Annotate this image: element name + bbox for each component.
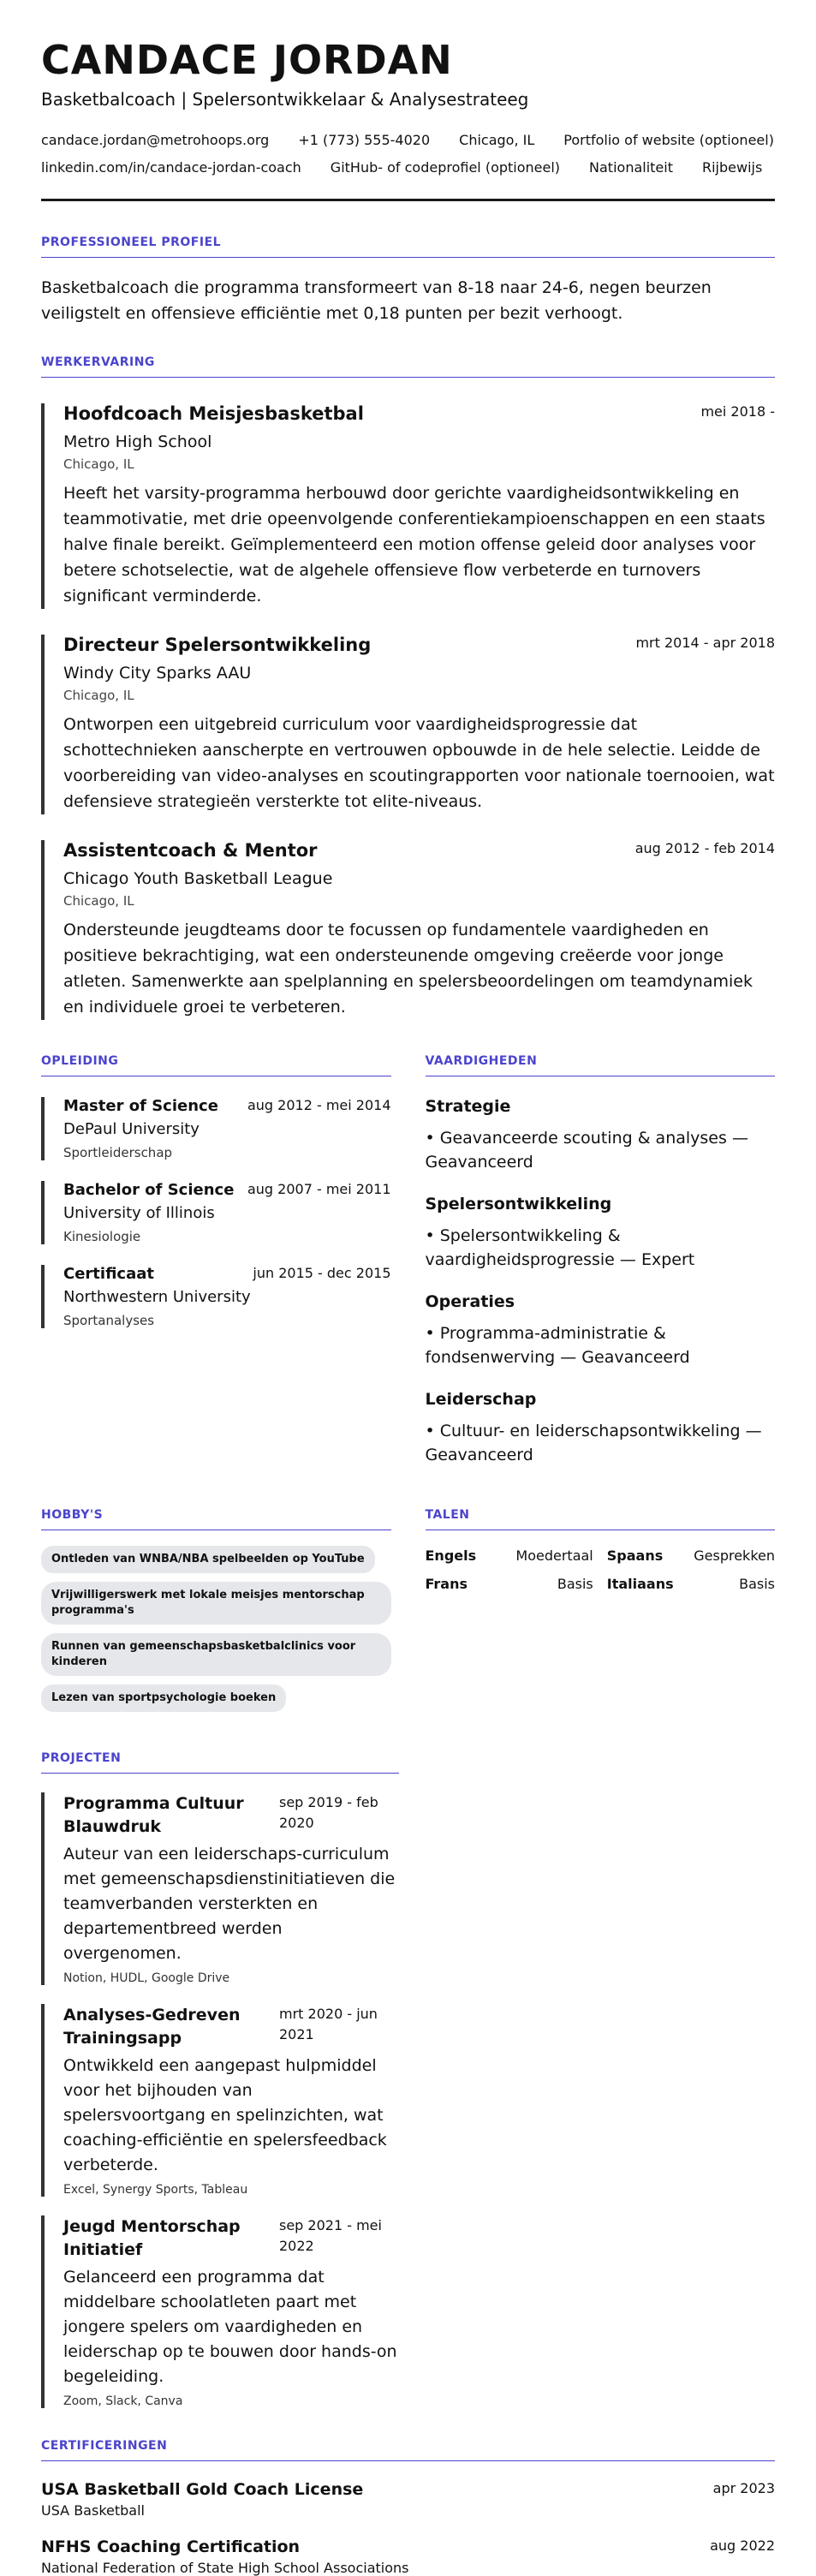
language-list (426, 1547, 776, 1592)
project-title: Analyses-Gedreven Trainingsapp (63, 2006, 241, 2048)
job-date: mei 2018 - (700, 403, 775, 420)
language-name: Italiaans (606, 1576, 674, 1592)
job-description: Ondersteunde jeugdteams door te focussen op fundamentele vaardigheden en positieve bekrachtiging, wat een ondersteunende omgeving creëerde voor jonge atleten. Samenwerkte aan spelplanning en spelersbeoordelingen om teamdynamiek en individuele groei te verbeteren. (63, 921, 753, 1017)
skill-item: • Cultuur- en leiderschapsontwikkeling — Geavanceerd (425, 1422, 762, 1464)
candidate-subtitle: Basketbalcoach | Spelersontwikkelaar & Analysestrateeg (41, 89, 529, 110)
education-skills-row (41, 1020, 775, 1467)
education-degree: Bachelor of Science (63, 1181, 235, 1199)
contact-portfolio[interactable]: Portfolio of website (optioneel) (563, 132, 774, 148)
job-organization: Windy City Sparks AAU (63, 664, 252, 683)
profile-text: Basketbalcoach die programma transformeert van 8-18 naar 24-6, negen beurzen veiligstelt en offensieve efficiëntie met 0,18 punten per bezit verhoogt. (41, 278, 712, 323)
project-item (41, 1792, 399, 1985)
project-date: sep 2021 - mei 2022 (279, 2217, 382, 2254)
job-location: Chicago, IL (63, 456, 134, 472)
certification-issuer: USA Basketball (41, 2502, 145, 2519)
education-date: jun 2015 - dec 2015 (253, 1265, 391, 1281)
language-item (607, 1547, 775, 1564)
project-tech: Notion, HUDL, Google Drive (63, 1971, 230, 1985)
contact-github[interactable]: GitHub- of codeprofiel (optioneel) (330, 159, 561, 176)
project-description: Gelanceerd een programma dat middelbare schoolatleten paart met jongere spelers om vaardigheden en leiderschap op te bouwen door hands-on begeleiding. (63, 2268, 397, 2386)
language-level: Moedertaal (515, 1547, 593, 1564)
hobbies-section (41, 1467, 391, 1720)
experience-item (41, 635, 775, 814)
section-title-languages: TALEN (426, 1508, 776, 1530)
hobby-chip: Ontleden van WNBA/NBA spelbeelden op YouTube (41, 1546, 375, 1573)
language-item (607, 1576, 775, 1592)
job-description: Ontworpen een uitgebreid curriculum voor vaardigheidsprogressie dat schottechnieken aanscherpte en vertrouwen opbouwde in de hele selectie. Leidde de voorbereiding van video-analyses en scoutingrapporten voor nationale toernooien, wat defensieve strategieën versterkte tot elite-niveaus. (63, 715, 775, 811)
certification-item (41, 2537, 775, 2576)
section-title-certifications: CERTIFICERINGEN (41, 2439, 775, 2461)
hobby-chip: Lezen van sportpsychologie boeken (41, 1685, 286, 1712)
section-title-education: OPLEIDING (41, 1054, 391, 1076)
education-school: University of Illinois (63, 1204, 215, 1222)
education-field: Sportleiderschap (63, 1145, 173, 1160)
job-organization: Metro High School (63, 432, 212, 451)
project-tech: Excel, Synergy Sports, Tableau (63, 2183, 248, 2197)
language-item (426, 1576, 593, 1592)
job-title: Assistentcoach & Mentor (63, 840, 318, 861)
skill-category: Strategie (425, 1097, 511, 1116)
job-title: Hoofdcoach Meisjesbasketbal (63, 403, 364, 424)
certification-date: apr 2023 (712, 2480, 775, 2496)
project-description: Ontwikkeld een aangepast hulpmiddel voor het bijhouden van spelersvoortgang en spelinzichten, wat coaching-efficiëntie en spelersfeedback verbeterde. (63, 2056, 387, 2174)
skill-item: • Spelersontwikkeling & vaardigheidsprogressie — Expert (425, 1226, 695, 1269)
project-tech: Zoom, Slack, Canva (63, 2394, 183, 2408)
certification-name: USA Basketball Gold Coach License (41, 2480, 364, 2499)
project-item (41, 2004, 399, 2197)
education-date: aug 2012 - mei 2014 (247, 1097, 391, 1113)
candidate-name: CANDACE JORDAN (41, 37, 453, 83)
education-section (41, 1020, 391, 1467)
experience-section (41, 355, 775, 1020)
profile-section (41, 236, 775, 326)
project-date: sep 2019 - feb 2020 (279, 1794, 378, 1831)
language-name: Spaans (606, 1547, 664, 1564)
certification-date: aug 2022 (710, 2537, 775, 2554)
project-title: Programma Cultuur Blauwdruk (63, 1794, 244, 1836)
skill-item: • Programma-administratie & fondsenwerving — Geavanceerd (425, 1324, 690, 1367)
header-divider (41, 199, 775, 201)
job-location: Chicago, IL (63, 688, 134, 703)
certification-item (41, 2480, 775, 2519)
hobby-chip: Runnen van gemeenschapsbasketbalclinics voor kinderen (41, 1633, 391, 1676)
skill-item: • Geavanceerde scouting & analyses — Geavanceerd (425, 1129, 748, 1172)
contact-nationality: Nationaliteit (589, 159, 673, 176)
education-date: aug 2007 - mei 2011 (247, 1181, 391, 1197)
section-title-skills: VAARDIGHEDEN (426, 1054, 776, 1076)
hobby-chip: Vrijwilligerswerk met lokale meisjes mentorschap programma's (41, 1582, 391, 1625)
education-item (41, 1265, 391, 1328)
resume-header (41, 38, 775, 201)
skill-category: Spelersontwikkeling (425, 1195, 612, 1213)
hobbies-languages-row (41, 1467, 775, 1720)
education-degree: Certificaat (63, 1265, 154, 1283)
skill-category: Leiderschap (425, 1390, 537, 1409)
contact-location: Chicago, IL (459, 132, 535, 148)
job-date: mrt 2014 - apr 2018 (635, 635, 775, 651)
job-description: Heeft het varsity-programma herbouwd door gerichte vaardigheidsontwikkeling en teammotivatie, met drie opeenvolgende conferentiekampioenschappen en een staats halve finale bereikt. Geïmplementeerd een motion offense geleid door analyses voor betere schotselectie, wat de algehele offensieve flow verbeterde en turnovers significant verminderde. (63, 484, 765, 605)
contact-info (41, 132, 775, 176)
experience-item (41, 840, 775, 1020)
language-level: Gesprekken (694, 1547, 775, 1564)
language-level: Basis (557, 1576, 593, 1592)
education-school: Northwestern University (63, 1288, 251, 1306)
section-title-profile: PROFESSIONEEL PROFIEL (41, 236, 775, 258)
language-item (426, 1547, 593, 1564)
education-degree: Master of Science (63, 1097, 218, 1115)
language-level: Basis (739, 1576, 775, 1592)
project-description: Auteur van een leiderschaps-curriculum met gemeenschapsdienstinitiatieven die teamverbanden versterkten en departementbreed werden overgenomen. (63, 1845, 396, 1963)
education-item (41, 1181, 391, 1244)
projects-section (41, 1751, 399, 2408)
education-field: Sportanalyses (63, 1313, 155, 1328)
hobby-list (41, 1546, 391, 1720)
certifications-section (41, 2439, 775, 2576)
languages-section (426, 1467, 776, 1720)
experience-item (41, 403, 775, 609)
section-title-projects: PROJECTEN (41, 1751, 399, 1774)
education-school: DePaul University (63, 1120, 200, 1138)
section-title-hobbies: HOBBY'S (41, 1508, 391, 1530)
certification-name: NFHS Coaching Certification (41, 2537, 301, 2556)
language-name: Frans (425, 1576, 468, 1592)
job-title: Directeur Spelersontwikkeling (63, 635, 372, 655)
contact-license: Rijbewijs (701, 159, 763, 176)
section-title-experience: WERKERVARING (41, 355, 775, 378)
job-organization: Chicago Youth Basketball League (63, 869, 333, 888)
education-field: Kinesiologie (63, 1229, 141, 1244)
job-date: aug 2012 - feb 2014 (634, 840, 775, 856)
project-date: mrt 2020 - jun 2021 (279, 2006, 378, 2042)
certification-issuer: National Federation of State High School Associations (41, 2560, 409, 2576)
contact-linkedin[interactable]: linkedin.com/in/candace-jordan-coach (41, 159, 301, 176)
skill-category: Operaties (425, 1292, 515, 1311)
skills-section (426, 1020, 776, 1467)
language-name: Engels (425, 1547, 477, 1564)
contact-phone[interactable]: +1 (773) 555-4020 (298, 132, 431, 148)
contact-email[interactable]: candace.jordan@metrohoops.org (41, 132, 270, 148)
job-location: Chicago, IL (63, 893, 134, 909)
project-item (41, 2215, 399, 2408)
education-item (41, 1097, 391, 1160)
project-title: Jeugd Mentorschap Initiatief (63, 2217, 241, 2259)
